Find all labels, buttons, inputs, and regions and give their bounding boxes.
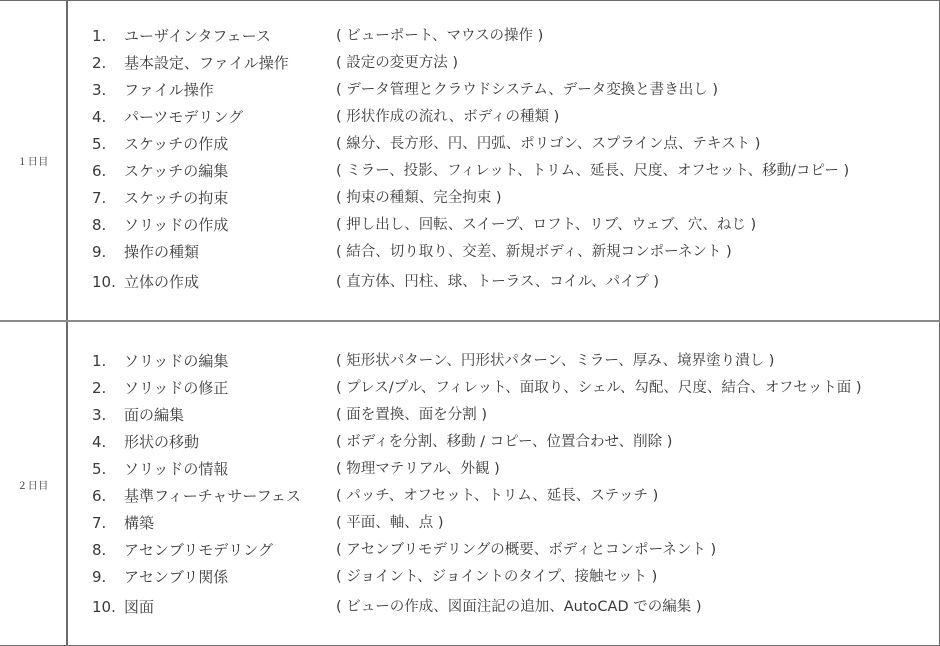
topic-detail: ( データ管理とクラウドシステム、データ変換と書き出し ) xyxy=(336,82,719,98)
topic-number: 10. xyxy=(92,273,116,291)
topic-title: パーツモデリング xyxy=(124,108,244,126)
topic-number: 8. xyxy=(92,216,107,234)
topic-detail: ( ジョイント、ジョイントのタイプ、接触セット ) xyxy=(336,569,658,585)
topic-number: 9. xyxy=(92,243,107,261)
topic-detail: ( 結合、切り取り、交差、新規ボディ、新規コンポーネント ) xyxy=(336,244,732,260)
topic-item xyxy=(92,377,940,404)
topic-item xyxy=(92,25,940,52)
topic-detail: ( ボディを分割、移動 / コピー、位置合わせ、削除 ) xyxy=(336,434,673,450)
topic-detail: ( ミラー、投影、フィレット、トリム、延長、尺度、オフセット、移動/コピー ) xyxy=(336,163,850,179)
topic-number: 7. xyxy=(92,514,107,532)
topic-item xyxy=(92,106,940,133)
topic-item xyxy=(92,458,940,485)
topic-number: 10. xyxy=(92,598,116,616)
topic-detail: ( 平面、軸、点 ) xyxy=(336,515,444,531)
topic-title: ソリッドの情報 xyxy=(124,460,229,478)
topic-item xyxy=(92,404,940,431)
topic-item xyxy=(92,214,940,241)
topic-number: 5. xyxy=(92,460,107,478)
topic-item xyxy=(92,187,940,214)
topic-item xyxy=(92,596,940,623)
topic-title: ソリッドの作成 xyxy=(124,216,229,234)
topic-number: 6. xyxy=(92,162,107,180)
topic-title: 立体の作成 xyxy=(124,273,200,291)
topic-detail: ( プレス/プル、フィレット、面取り、シェル、勾配、尺度、結合、オフセット面 ) xyxy=(336,380,862,396)
topic-number: 6. xyxy=(92,487,107,505)
topic-detail: ( パッチ、オフセット、トリム、延長、ステッチ ) xyxy=(336,488,659,504)
topic-number: 9. xyxy=(92,568,107,586)
topic-detail: ( 拘束の種類、完全拘束 ) xyxy=(336,190,502,206)
topic-detail: ( ビューポート、マウスの操作 ) xyxy=(336,28,544,44)
topic-title: スケッチの作成 xyxy=(124,135,229,153)
topic-number: 5. xyxy=(92,135,107,153)
topic-number: 2. xyxy=(92,54,107,72)
topic-item xyxy=(92,133,940,160)
topic-title: ファイル操作 xyxy=(124,81,214,99)
topic-item xyxy=(92,566,940,593)
topic-item xyxy=(92,539,940,566)
topic-title: 基準フィーチャサーフェス xyxy=(124,487,301,505)
topic-title: 形状の移動 xyxy=(124,433,200,451)
topic-item xyxy=(92,271,940,298)
day-1-row xyxy=(0,1,940,322)
topic-title: ソリッドの修正 xyxy=(124,379,229,397)
topic-detail: ( アセンブリモデリングの概要、ボディとコンポーネント ) xyxy=(336,542,717,558)
topic-number: 4. xyxy=(92,108,107,126)
topic-detail: ( 物理マテリアル、外観 ) xyxy=(336,461,500,477)
topic-detail: ( 面を置換、面を分割 ) xyxy=(336,407,488,423)
topic-item xyxy=(92,241,940,268)
topic-title: 基本設定、ファイル操作 xyxy=(124,54,289,72)
topic-title: スケッチの編集 xyxy=(124,162,229,180)
topic-title: ソリッドの編集 xyxy=(124,352,229,370)
topic-title: アセンブリモデリング xyxy=(124,541,273,559)
topic-item xyxy=(92,52,940,79)
topic-detail: ( 押し出し、回転、スイープ、ロフト、リブ、ウェブ、穴、ねじ ) xyxy=(336,217,757,233)
topic-number: 1. xyxy=(92,352,107,370)
topic-detail: ( 直方体、円柱、球、トーラス、コイル、パイプ ) xyxy=(336,274,660,290)
topic-number: 3. xyxy=(92,406,107,424)
day-1-topic-list xyxy=(92,25,940,298)
topic-title: 面の編集 xyxy=(124,406,185,424)
day-2-label: ２日目 xyxy=(0,322,68,646)
topic-detail: ( 矩形状パターン、円形状パターン、ミラー、厚み、境界塗り潰し ) xyxy=(336,353,775,369)
topic-item xyxy=(92,431,940,458)
topic-title: スケッチの拘束 xyxy=(124,189,229,207)
day-2-topic-list xyxy=(92,350,940,623)
topic-number: 1. xyxy=(92,27,107,45)
topic-item xyxy=(92,350,940,377)
topic-number: 4. xyxy=(92,433,107,451)
topic-detail: ( 線分、長方形、円、円弧、ポリゴン、スプライン点、テキスト ) xyxy=(336,136,761,152)
topic-title: アセンブリ関係 xyxy=(124,568,229,586)
topic-item xyxy=(92,160,940,187)
topic-detail: ( 形状作成の流れ、ボディの種類 ) xyxy=(336,109,560,125)
topic-title: ユーザインタフェース xyxy=(124,27,271,45)
topic-number: 8. xyxy=(92,541,107,559)
topic-title: 操作の種類 xyxy=(124,243,200,261)
topic-number: 2. xyxy=(92,379,107,397)
day-1-label: １日目 xyxy=(0,1,68,320)
topic-title: 図面 xyxy=(124,598,155,616)
topic-detail: ( 設定の変更方法 ) xyxy=(336,55,459,71)
topic-number: 7. xyxy=(92,189,107,207)
topic-detail: ( ビューの作成、図面注記の追加、AutoCAD での編集 ) xyxy=(336,599,702,615)
topic-title: 構築 xyxy=(124,514,155,532)
day-2-row xyxy=(0,322,940,646)
topic-number: 3. xyxy=(92,81,107,99)
topic-item xyxy=(92,512,940,539)
topic-item xyxy=(92,79,940,106)
topic-item xyxy=(92,485,940,512)
